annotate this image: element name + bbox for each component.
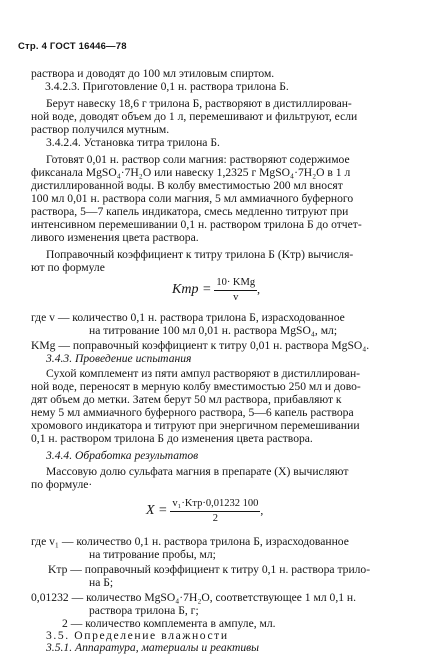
text-line: 100 мл 0,01 н. раствора соли магния, 5 мл аммиачного буферного — [31, 192, 354, 205]
formula-k-denominator: v — [233, 292, 239, 303]
formula-k-numerator: 10· KMg — [214, 277, 257, 291]
text-line: раствор получился мутным. — [31, 123, 170, 136]
text-line: ной воде, доводят объем до 1 л, перемешивают и фильтруют, если — [31, 110, 358, 123]
formula-x-denominator: 2 — [212, 513, 219, 524]
formula-x-lhs: X = — [146, 503, 168, 519]
section-heading: 3.5. Определение влажности — [46, 629, 229, 642]
text-line: Готовят 0,01 н. раствор соли магния: растворяют содержимое — [46, 153, 350, 166]
formula-k-fraction — [214, 277, 257, 304]
text-line: Массовую долю сульфата магния в препарате (X) вычисляют — [46, 465, 349, 478]
text-line: Берут навеску 18,6 г трилона Б, растворяют в дистиллирован- — [46, 97, 352, 110]
text-line: Сухой комплемент из пяти ампул растворяют в дистиллирован- — [46, 367, 361, 380]
text-line: где v — количество 0,1 н. раствора трилона Б, израсходованное — [31, 311, 345, 324]
text-line: Поправочный коэффициент к титру трилона Б (Kтр) вычисля- — [46, 248, 354, 261]
text-line: дят объем до метки. Затем берут 50 мл раствора, прибавляют к — [31, 393, 342, 406]
section-heading: 3.5.1. Аппаратура, материалы и реактивы — [46, 641, 260, 654]
section-heading: 3.4.4. Обработка результатов — [46, 449, 199, 462]
formula-k — [0, 277, 432, 304]
text-line: 2 — количество комплемента в ампуле, мл. — [62, 617, 276, 630]
text-line: хромового индикатора и титруют при энергичном перемешивании — [31, 419, 360, 432]
formula-x-tail: , — [260, 504, 264, 518]
page-header: Стр. 4 ГОСТ 16446—78 — [18, 41, 127, 52]
formula-x — [0, 498, 432, 525]
text-line: ют по формуле — [31, 261, 105, 274]
text-line: фиксанала MgSO₄·7H₂O или навеску 1,2325 г MgSO₄·7H₂O в 1 л — [31, 166, 351, 179]
text-line: нему 5 мл аммиачного буферного раствора, 5—6 капель раствора — [31, 406, 354, 419]
formula-x-numerator: v₁·Kтр·0,01232 100 — [170, 498, 260, 512]
text-line: 3.4.2.4. Установка титра трилона Б. — [46, 136, 220, 149]
text-line: раствора и доводят до 100 мл этиловым спиртом. — [31, 67, 275, 80]
text-line: раствора трилона Б, г; — [89, 604, 199, 617]
formula-k-tail: , — [257, 283, 261, 297]
formula-x-fraction — [170, 498, 260, 525]
text-line: KMg — поправочный коэффициент к титру 0,01 н. раствора MgSO₄. — [31, 339, 370, 352]
text-line: на Б; — [89, 576, 114, 589]
text-line: раствора, 5—7 капель индикатора, смесь медленно титруют при — [31, 205, 349, 218]
text-line: ной воде, переносят в мерную колбу вместимостью 250 мл и дово- — [31, 380, 361, 393]
formula-k-lhs: Kтр = — [172, 282, 212, 298]
text-line: ливого изменения цвета раствора. — [31, 231, 199, 244]
section-heading: 3.4.3. Проведение испытания — [46, 352, 192, 365]
text-line: 0,01232 — количество MgSO₄·7H₂O, соответствующее 1 мл 0,1 н. — [31, 591, 357, 604]
text-line: дистиллированной воды. В колбу вместимостью 200 мл вносят — [31, 179, 343, 192]
text-line: на титрование пробы, мл; — [89, 548, 216, 561]
text-line: по формуле· — [31, 478, 93, 491]
text-line: интенсивном перемешивании 0,1 н. раствором трилона Б до отчет- — [31, 218, 362, 231]
text-line: 3.4.2.3. Приготовление 0,1 н. раствора трилона Б. — [45, 80, 289, 93]
text-line: на титрование 100 мл 0,01 н. раствора MgSO₄, мл; — [89, 324, 338, 337]
text-line: где v₁ — количество 0,1 н. раствора трилона Б, израсходованное — [31, 535, 349, 548]
text-line: 0,1 н. раствором трилона Б до изменения цвета раствора. — [31, 432, 313, 445]
text-line: Kтр — поправочный коэффициент к титру 0,1 н. раствора трило- — [48, 563, 371, 576]
